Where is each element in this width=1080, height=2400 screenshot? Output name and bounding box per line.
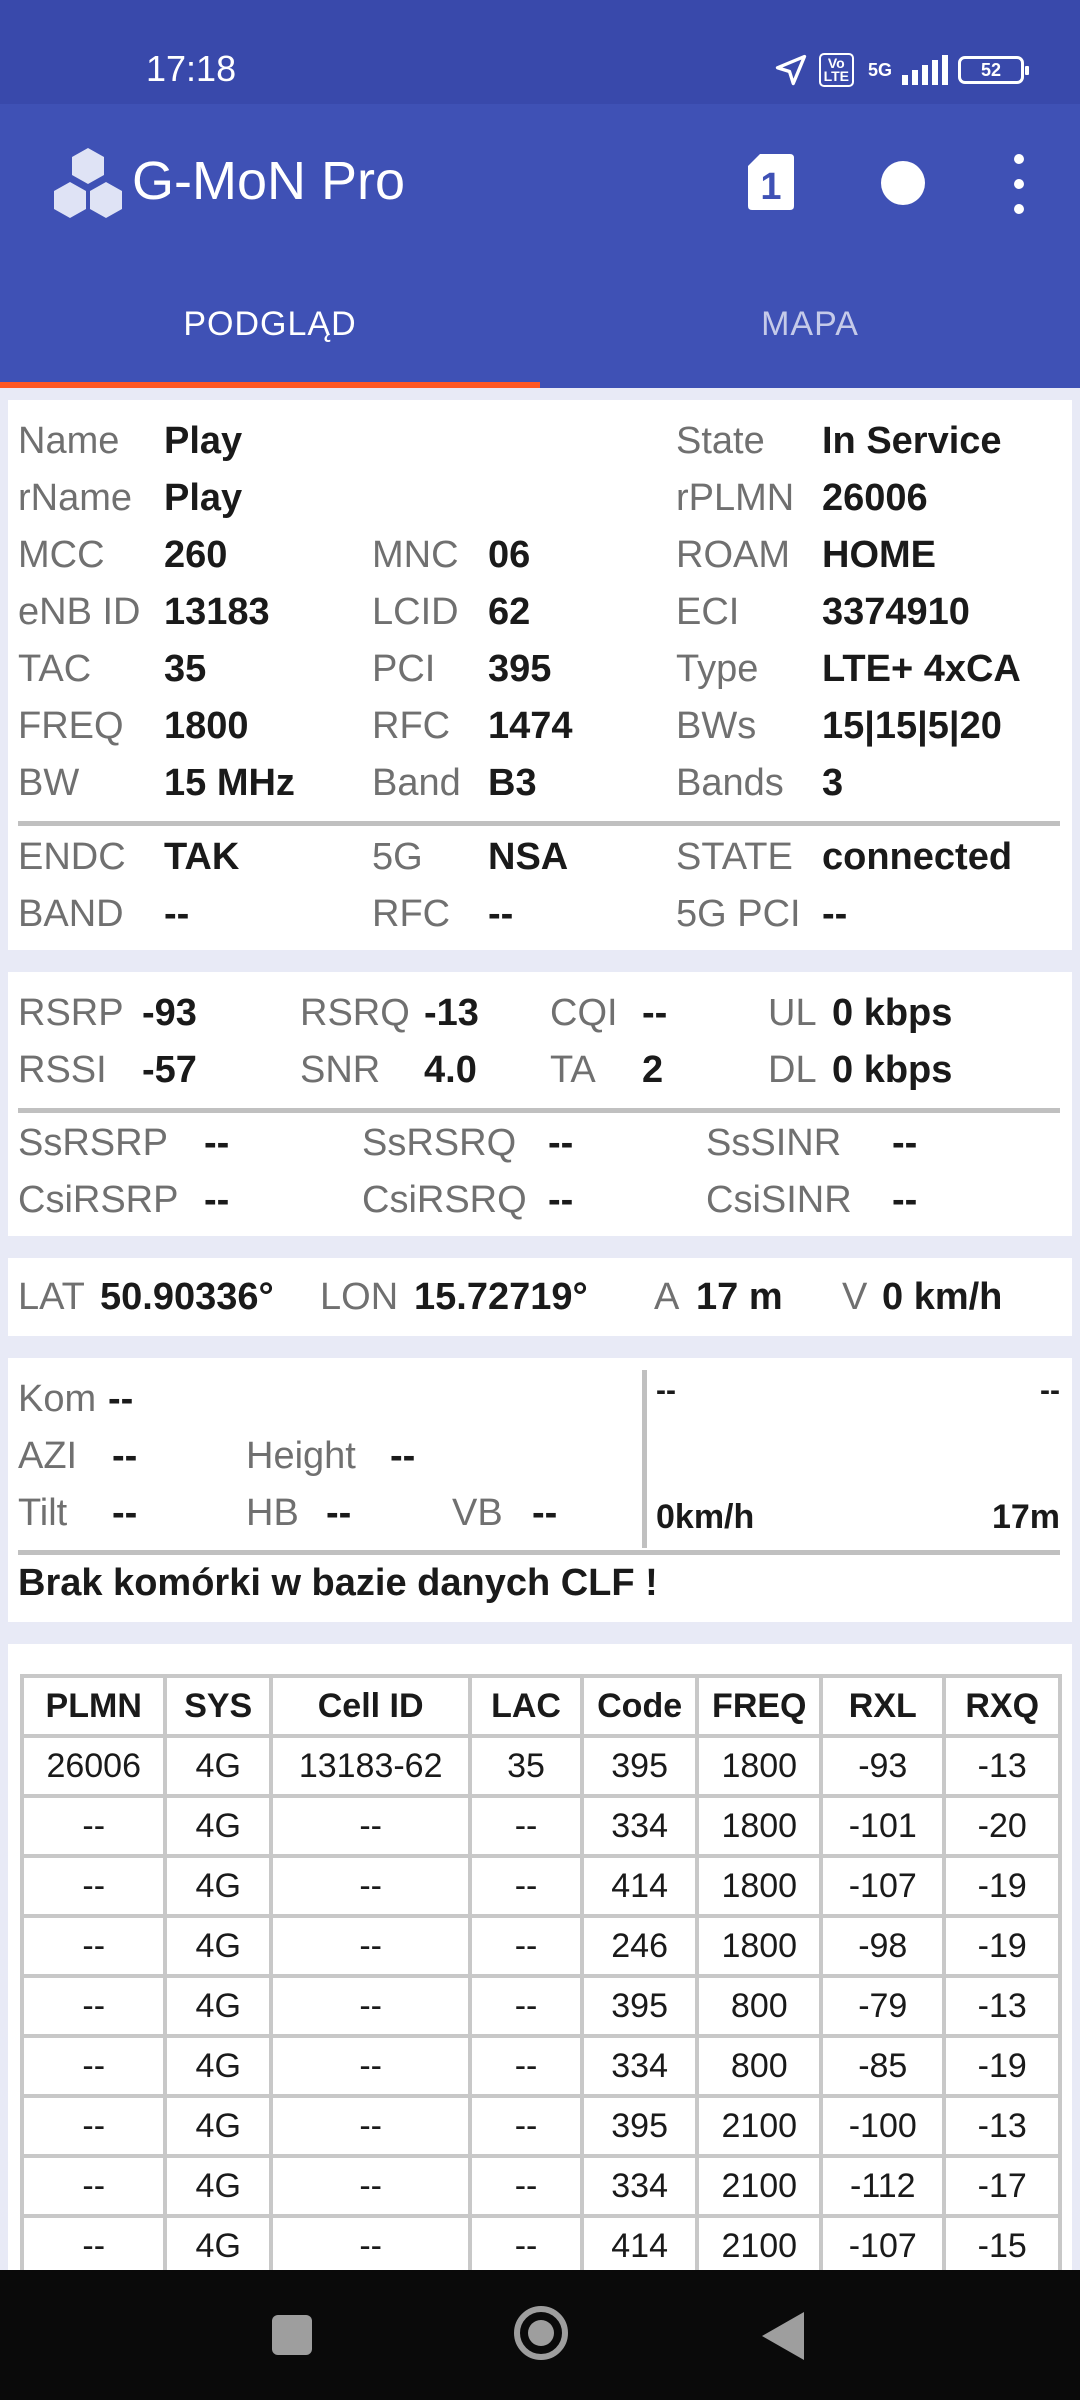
table-cell: -107: [821, 1856, 944, 1916]
table-cell: -15: [944, 2216, 1060, 2276]
rfc-label: RFC: [372, 705, 451, 747]
cell-info-card: [8, 400, 1072, 950]
tilt-value: --: [112, 1492, 138, 1534]
back-icon[interactable]: [762, 2312, 804, 2360]
col-header: Cell ID: [271, 1676, 470, 1736]
table-cell: 13183-62: [271, 1736, 470, 1796]
state-value: In Service: [822, 420, 1002, 462]
rsrq-value: -13: [424, 992, 479, 1034]
table-cell: 4G: [165, 2156, 271, 2216]
table-row: [22, 2216, 1060, 2276]
ta-value: 2: [642, 1049, 664, 1091]
pci-value: 395: [488, 648, 552, 690]
divider: [18, 821, 1060, 826]
table-cell: 4G: [165, 1856, 271, 1916]
table-cell: 1800: [697, 1796, 821, 1856]
status-time: 17:18: [146, 48, 237, 89]
table-cell: --: [22, 2096, 165, 2156]
col-header: Code: [582, 1676, 698, 1736]
table-cell: --: [271, 2036, 470, 2096]
divider: [18, 1108, 1060, 1113]
table-cell: 1800: [697, 1856, 821, 1916]
status-icons: [773, 52, 1024, 88]
eci-value: 3374910: [822, 591, 970, 633]
location-card: [8, 1258, 1072, 1336]
table-cell: -19: [944, 1856, 1060, 1916]
azi-label: AZI: [18, 1435, 78, 1477]
table-cell: 35: [470, 1736, 582, 1796]
col-header: SYS: [165, 1676, 271, 1736]
table-cell: --: [470, 1976, 582, 2036]
table-cell: -20: [944, 1796, 1060, 1856]
band-value: B3: [488, 762, 537, 804]
dl-label: DL: [768, 1049, 817, 1091]
volte-icon: Vo LTE: [819, 53, 854, 87]
col-header: FREQ: [697, 1676, 821, 1736]
table-cell: --: [22, 2156, 165, 2216]
table-cell: --: [22, 2216, 165, 2276]
status-bar: [0, 0, 1080, 104]
table-cell: 246: [582, 1916, 698, 1976]
height-label: Height: [246, 1435, 356, 1477]
recent-apps-icon[interactable]: [272, 2315, 312, 2355]
csisinr-value: --: [892, 1179, 918, 1221]
table-cell: 4G: [165, 1916, 271, 1976]
lcid-label: LCID: [372, 591, 459, 633]
table-row: [22, 2036, 1060, 2096]
table-cell: 1800: [697, 1916, 821, 1976]
sim-card-icon[interactable]: [748, 154, 794, 210]
freq-value: 1800: [164, 705, 249, 747]
lat-label: LAT: [18, 1276, 85, 1318]
bws-label: BWs: [676, 705, 757, 747]
state-label: State: [676, 420, 765, 462]
ssrsrq-label: SsRSRQ: [362, 1122, 517, 1164]
table-cell: 26006: [22, 1736, 165, 1796]
table-cell: -93: [821, 1736, 944, 1796]
rsrp-value: -93: [142, 992, 197, 1034]
lon-label: LON: [320, 1276, 399, 1318]
snr-value: 4.0: [424, 1049, 477, 1091]
kom-value: --: [108, 1378, 134, 1420]
nr-pci-label: 5G PCI: [676, 893, 801, 935]
table-cell: 395: [582, 1976, 698, 2036]
table-cell: --: [470, 1796, 582, 1856]
lon-value: 15.72719°: [414, 1276, 588, 1318]
table-cell: 4G: [165, 2096, 271, 2156]
azi-value: --: [112, 1435, 138, 1477]
table-cell: 4G: [165, 2216, 271, 2276]
table-cell: 2100: [697, 2156, 821, 2216]
ssrsrp-value: --: [204, 1122, 230, 1164]
nr-rfc-value: --: [488, 893, 514, 935]
tab-map[interactable]: MAPA: [761, 304, 859, 343]
height-value: --: [390, 1435, 416, 1477]
col-header: RXL: [821, 1676, 944, 1736]
rplmn-value: 26006: [822, 477, 928, 519]
record-icon[interactable]: [881, 161, 925, 205]
table-cell: -112: [821, 2156, 944, 2216]
col-header: PLMN: [22, 1676, 165, 1736]
rname-value: Play: [164, 477, 243, 519]
sssinr-value: --: [892, 1122, 918, 1164]
tac-value: 35: [164, 648, 207, 690]
neighbor-table: [20, 1674, 1062, 2278]
table-cell: -101: [821, 1796, 944, 1856]
alt-value: 17 m: [696, 1276, 783, 1318]
battery-icon: [958, 56, 1024, 84]
sssinr-label: SsSINR: [706, 1122, 842, 1164]
table-cell: --: [470, 2156, 582, 2216]
enb-value: 13183: [164, 591, 270, 633]
cqi-label: CQI: [550, 992, 618, 1034]
name-value: Play: [164, 420, 243, 462]
signal-bars-icon: [902, 55, 948, 85]
endc-value: TAK: [164, 836, 240, 878]
fiveg-value: NSA: [488, 836, 569, 878]
tab-indicator: [0, 382, 540, 388]
table-cell: -100: [821, 2096, 944, 2156]
table-cell: -107: [821, 2216, 944, 2276]
site-card: [8, 1358, 1072, 1622]
mnc-value: 06: [488, 534, 531, 576]
type-label: Type: [676, 648, 759, 690]
csisinr-label: CsiSINR: [706, 1179, 852, 1221]
sim-slot-number: 1: [760, 166, 782, 208]
table-cell: -85: [821, 2036, 944, 2096]
table-cell: 4G: [165, 2036, 271, 2096]
table-cell: --: [271, 2156, 470, 2216]
hb-label: HB: [246, 1492, 299, 1534]
table-cell: -19: [944, 1916, 1060, 1976]
bws-value: 15|15|5|20: [822, 705, 1002, 747]
table-cell: -13: [944, 1976, 1060, 2036]
endc-label: ENDC: [18, 836, 126, 878]
snr-label: SNR: [300, 1049, 381, 1091]
navigation-bar: [0, 2270, 1080, 2400]
rssi-value: -57: [142, 1049, 197, 1091]
roam-value: HOME: [822, 534, 936, 576]
table-cell: 334: [582, 2036, 698, 2096]
table-cell: --: [22, 2036, 165, 2096]
map-top-left: --: [656, 1374, 676, 1407]
home-icon[interactable]: [514, 2306, 568, 2360]
nr-rfc-label: RFC: [372, 893, 451, 935]
dl-value: 0 kbps: [832, 1049, 953, 1091]
band-label: Band: [372, 762, 461, 804]
table-cell: 1800: [697, 1736, 821, 1796]
fiveg-label: 5G: [372, 836, 423, 878]
table-cell: 4G: [165, 1796, 271, 1856]
network-type-label: 5G: [867, 59, 892, 80]
type-value: LTE+ 4xCA: [822, 648, 1021, 690]
table-cell: 800: [697, 1976, 821, 2036]
table-cell: 395: [582, 1736, 698, 1796]
ul-value: 0 kbps: [832, 992, 953, 1034]
clf-message: Brak komórki w bazie danych CLF !: [18, 1562, 658, 1604]
table-cell: --: [22, 1976, 165, 2036]
table-row: [22, 1796, 1060, 1856]
freq-label: FREQ: [18, 705, 124, 747]
roam-label: ROAM: [676, 534, 790, 576]
table-row: [22, 1856, 1060, 1916]
table-cell: -98: [821, 1916, 944, 1976]
rplmn-label: rPLMN: [676, 477, 795, 519]
csirsrp-value: --: [204, 1179, 230, 1221]
rfc-value: 1474: [488, 705, 573, 747]
col-header: LAC: [470, 1676, 582, 1736]
table-cell: --: [271, 1916, 470, 1976]
table-cell: --: [470, 1916, 582, 1976]
nr-state-label: STATE: [676, 836, 793, 878]
table-cell: 414: [582, 2216, 698, 2276]
bands-value: 3: [822, 762, 844, 804]
enb-label: eNB ID: [18, 591, 141, 633]
table-cell: -79: [821, 1976, 944, 2036]
table-header-row: [22, 1676, 1060, 1736]
table-cell: --: [271, 1856, 470, 1916]
nr-band-label: BAND: [18, 893, 124, 935]
map-top-right: --: [1040, 1374, 1060, 1407]
signal-card: [8, 972, 1072, 1236]
table-cell: 2100: [697, 2096, 821, 2156]
ul-label: UL: [768, 992, 817, 1034]
table-cell: -13: [944, 1736, 1060, 1796]
table-cell: --: [22, 1796, 165, 1856]
table-cell: 414: [582, 1856, 698, 1916]
table-cell: --: [271, 2096, 470, 2156]
location-arrow-icon: [773, 52, 809, 88]
mini-altitude: 17m: [991, 1498, 1060, 1536]
table-cell: --: [22, 1916, 165, 1976]
csirsrp-label: CsiRSRP: [18, 1179, 179, 1221]
vertical-divider: [642, 1370, 647, 1548]
table-cell: 4G: [165, 1736, 271, 1796]
neighbor-table-wrap: [20, 1674, 1062, 2278]
table-row: [22, 1916, 1060, 1976]
rsrp-label: RSRP: [18, 992, 124, 1034]
tac-label: TAC: [18, 648, 92, 690]
pci-label: PCI: [372, 648, 436, 690]
kom-label: Kom: [18, 1378, 97, 1420]
table-cell: --: [470, 2216, 582, 2276]
speed-label: V: [842, 1276, 868, 1318]
table-cell: 334: [582, 2156, 698, 2216]
table-row: [22, 1976, 1060, 2036]
nr-state-value: connected: [822, 836, 1013, 878]
mcc-value: 260: [164, 534, 228, 576]
table-row: [22, 1736, 1060, 1796]
tilt-label: Tilt: [18, 1492, 68, 1534]
table-cell: --: [271, 2216, 470, 2276]
table-cell: --: [470, 1856, 582, 1916]
table-cell: --: [271, 1796, 470, 1856]
table-cell: 4G: [165, 1976, 271, 2036]
lat-value: 50.90336°: [100, 1276, 274, 1318]
table-cell: --: [470, 2036, 582, 2096]
table-cell: -17: [944, 2156, 1060, 2216]
table-cell: 395: [582, 2096, 698, 2156]
table-cell: 800: [697, 2036, 821, 2096]
col-header: RXQ: [944, 1676, 1060, 1736]
table-cell: 2100: [697, 2216, 821, 2276]
bands-label: Bands: [676, 762, 784, 804]
table-row: [22, 2096, 1060, 2156]
table-cell: --: [22, 1856, 165, 1916]
table-cell: -13: [944, 2096, 1060, 2156]
table-cell: 334: [582, 1796, 698, 1856]
mcc-label: MCC: [18, 534, 105, 576]
alt-label: A: [654, 1276, 680, 1318]
lcid-value: 62: [488, 591, 531, 633]
table-cell: --: [271, 1976, 470, 2036]
rname-label: rName: [18, 477, 133, 519]
app-bar: [0, 104, 1080, 388]
ssrsrq-value: --: [548, 1122, 574, 1164]
ta-label: TA: [550, 1049, 596, 1091]
speed-value: 0 km/h: [882, 1276, 1003, 1318]
name-label: Name: [18, 420, 120, 462]
nr-band-value: --: [164, 893, 190, 935]
table-cell: -19: [944, 2036, 1060, 2096]
app-logo-icon: [50, 146, 126, 222]
tab-overview[interactable]: PODGLĄD: [183, 304, 357, 343]
more-options-icon[interactable]: [1004, 154, 1034, 214]
vb-value: --: [532, 1492, 558, 1534]
battery-level: 52: [980, 59, 1002, 80]
app-title: G-MoN Pro: [132, 151, 406, 211]
ssrsrp-label: SsRSRP: [18, 1122, 168, 1164]
mnc-label: MNC: [372, 534, 459, 576]
mini-speed: 0km/h: [656, 1498, 755, 1536]
eci-label: ECI: [676, 591, 740, 633]
rsrq-label: RSRQ: [300, 992, 410, 1034]
table-cell: --: [470, 2096, 582, 2156]
vb-label: VB: [452, 1492, 503, 1534]
hb-value: --: [326, 1492, 352, 1534]
csirsrq-label: CsiRSRQ: [362, 1179, 527, 1221]
rssi-label: RSSI: [18, 1049, 107, 1091]
bw-label: BW: [18, 762, 80, 804]
nr-pci-value: --: [822, 893, 848, 935]
divider: [18, 1550, 1060, 1555]
bw-value: 15 MHz: [164, 762, 295, 804]
cqi-value: --: [642, 992, 668, 1034]
csirsrq-value: --: [548, 1179, 574, 1221]
table-row: [22, 2156, 1060, 2216]
